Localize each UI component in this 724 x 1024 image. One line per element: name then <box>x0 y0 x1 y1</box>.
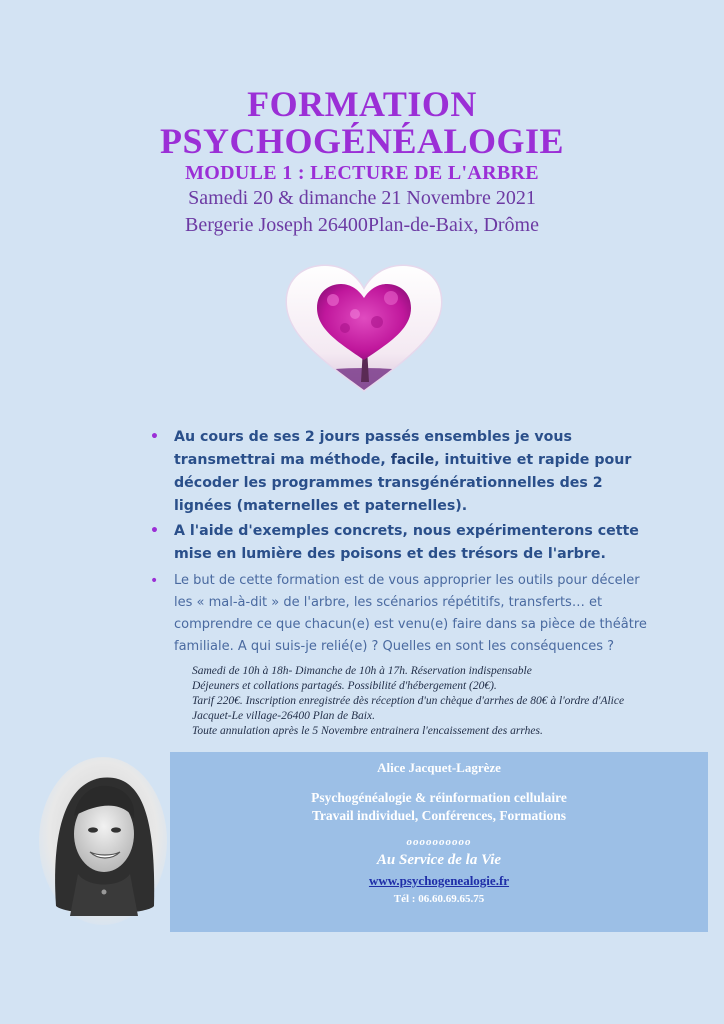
website-link[interactable]: www.psychogenealogie.fr <box>368 873 510 888</box>
avatar <box>38 756 168 926</box>
title-line1: FORMATION <box>247 84 477 124</box>
bullet-1-emphasis: facile <box>390 452 435 468</box>
contact-phone: Tél : 06.60.69.65.75 <box>393 893 485 905</box>
contact-name: Alice Jacquet-Lagrèze <box>377 760 501 775</box>
practical-line-price: Tarif 220€. Inscription enregistrée dès réception d'un chèque d'arrhes de 80€ à l'ordre d'Alice Jacquet-Le village-26400 Plan de Baix. <box>192 695 625 722</box>
practical-line-meals: Déjeuners et collations partagés. Possibilité d'hébergement (20€). <box>192 680 497 692</box>
practical-line-schedule: Samedi de 10h à 18h- Dimanche de 10h à 17h. Réservation indispensable <box>192 665 532 677</box>
bullet-icon: • <box>150 523 159 539</box>
event-place: Bergerie Joseph 26400Plan-de-Baix, Drôme <box>185 214 539 236</box>
heart-tree-icon <box>283 264 445 392</box>
list-item <box>146 570 656 658</box>
contact-specialty: Psychogénéalogie & réinformation cellulaire <box>311 790 567 805</box>
bullet-icon: • <box>150 573 159 589</box>
bullet-1-text-end: , intuitive et rapide pour décoder les programmes transgénérationnelles des 2 lignées (maternelles et paternelles). <box>174 452 632 514</box>
bullet-3-text: Le but de cette formation est de vous approprier les outils pour déceler les « mal-à-dit » de l'arbre, les scénarios répétitifs, transferts… et comprendre ce que chacun(e) est venu(e) faire dans sa pièce de théâtre familiale. A qui suis-je relié(e) ? Quelles en sont les conséquences ? <box>174 573 647 654</box>
header <box>0 86 724 239</box>
bullet-1-text-start: Au cours de ses 2 jours passés ensembles je vous transmettrai ma méthode, <box>174 429 572 468</box>
bullet-list <box>146 426 656 658</box>
contact-services: Travail individuel, Conférences, Formations <box>311 808 567 823</box>
module-title: MODULE 1 : LECTURE DE L'ARBRE <box>185 162 539 184</box>
contact-separator: oooooooooo <box>406 836 472 848</box>
bullet-icon: • <box>150 429 159 445</box>
list-item <box>146 520 656 566</box>
event-date: Samedi 20 & dimanche 21 Novembre 2021 <box>188 187 536 209</box>
practical-info <box>192 664 662 739</box>
contact-panel <box>170 752 708 932</box>
contact-motto: Au Service de la Vie <box>376 852 502 868</box>
bullet-2-text: A l'aide d'exemples concrets, nous expérimenterons cette mise en lumière des poisons et des trésors de l'arbre. <box>174 523 639 562</box>
practical-line-cancellation: Toute annulation après le 5 Novembre entrainera l'encaissement des arrhes. <box>192 725 543 737</box>
list-item <box>146 426 656 518</box>
title-line2: PSYCHOGÉNÉALOGIE <box>159 121 565 161</box>
